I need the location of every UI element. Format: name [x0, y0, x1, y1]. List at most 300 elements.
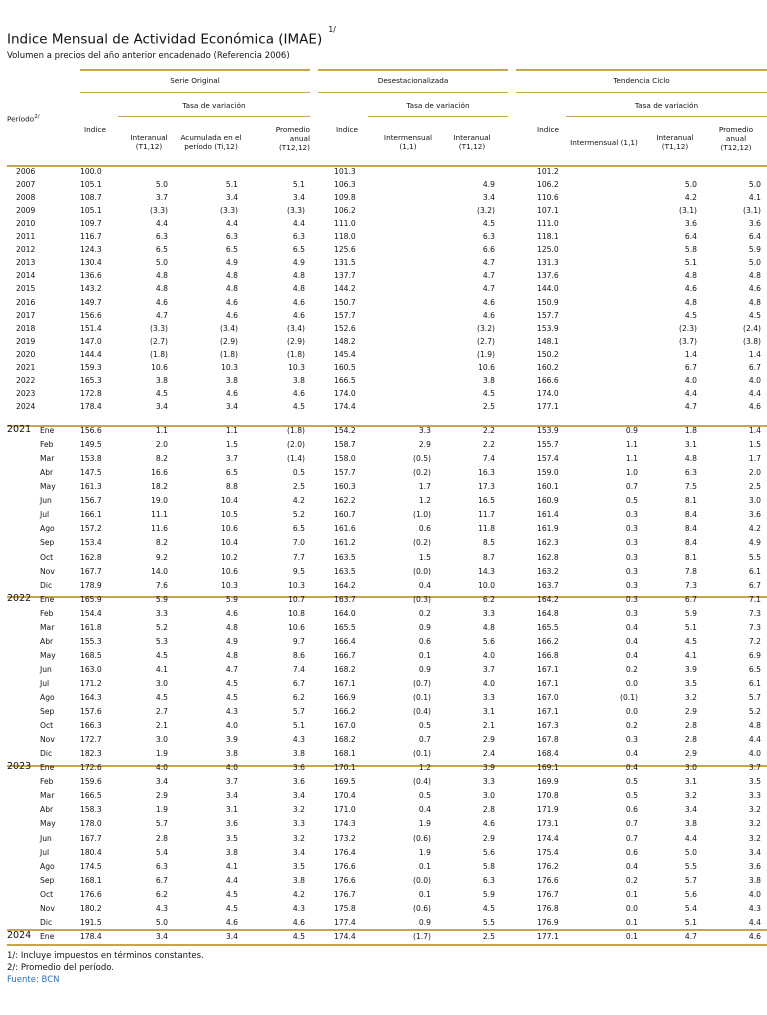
cell-period: Ene [40, 763, 55, 773]
cell-so-interanual: 6.3 [155, 232, 168, 242]
cell-so-promedio: 4.6 [292, 310, 305, 320]
cell-so-interanual: 8.2 [155, 454, 168, 464]
cell-so-indice: 165.3 [80, 375, 102, 385]
cell-so-promedio: 6.5 [292, 524, 305, 534]
cell-tc-interanual: 6.7 [684, 594, 697, 604]
cell-tc-interanual: 3.9 [684, 664, 697, 674]
cell-tc-promedio: 3.2 [748, 833, 761, 843]
cell-so-acumulada: 8.8 [225, 482, 238, 492]
cell-tc-indice: 159.0 [537, 468, 559, 478]
cell-de-interanual: 10.0 [478, 580, 495, 590]
cell-tc-indice: 164.8 [537, 608, 559, 618]
cell-so-indice: 144.4 [80, 349, 102, 359]
rule-tc-groupline [516, 92, 767, 93]
cell-so-acumulada: 4.6 [225, 917, 238, 927]
cell-so-acumulada: 3.7 [225, 777, 238, 787]
cell-so-interanual: 4.8 [155, 271, 168, 281]
cell-tc-intermensual: 0.0 [625, 707, 638, 716]
cell-tc-indice: 164.2 [537, 594, 559, 604]
cell-tc-promedio: 7.1 [748, 594, 761, 604]
cell-de-interanual: 4.7 [482, 284, 495, 294]
cell-de-indice: 171.0 [334, 805, 356, 815]
cell-tc-promedio: 4.8 [748, 271, 761, 281]
cell-de-intermensual: 0.4 [418, 805, 431, 815]
cell-de-interanual: 2.1 [482, 721, 495, 730]
cell-so-indice: 162.8 [80, 552, 102, 562]
cell-de-indice: 118.0 [334, 232, 356, 242]
cell-so-indice: 149.5 [80, 440, 102, 450]
cell-so-indice: 130.4 [80, 258, 102, 268]
cell-period: Abr [40, 468, 54, 478]
cell-so-interanual: 2.9 [155, 791, 168, 801]
cell-tc-indice: 176.8 [537, 903, 559, 913]
cell-tc-indice: 167.0 [537, 693, 559, 702]
cell-period: Oct [40, 889, 54, 899]
cell-tc-intermensual: 0.2 [625, 721, 638, 730]
cell-de-indice: 131.5 [334, 258, 356, 268]
cell-de-intermensual: (0.3) [412, 594, 431, 604]
cell-de-interanual: 4.0 [482, 678, 495, 688]
cell-so-interanual: 5.2 [155, 622, 168, 632]
cell-so-interanual: (3.3) [149, 323, 168, 333]
cell-de-intermensual: (0.0) [412, 566, 431, 576]
cell-so-promedio: 4.2 [292, 496, 305, 506]
cell-so-interanual: 5.0 [155, 180, 168, 190]
cell-de-indice: 158.0 [334, 454, 356, 464]
cell-so-acumulada: (1.8) [219, 349, 238, 359]
cell-de-interanual: 10.6 [478, 362, 495, 372]
rule-table-bottom [7, 944, 767, 946]
cell-so-promedio: 5.7 [292, 707, 305, 716]
cell-so-acumulada: 4.6 [225, 297, 238, 307]
cell-tc-interanual: 5.9 [684, 608, 697, 618]
cell-so-acumulada: 3.5 [225, 833, 238, 843]
cell-tc-interanual: (2.3) [678, 323, 697, 333]
cell-de-intermensual: (0.6) [412, 903, 431, 913]
cell-so-promedio: 3.8 [292, 375, 305, 385]
cell-tc-intermensual: 0.3 [625, 735, 638, 745]
cell-so-acumulada: 10.6 [221, 524, 238, 534]
cell-so-promedio: 4.5 [292, 401, 305, 411]
cell-tc-interanual: 2.9 [684, 749, 697, 759]
cell-so-acumulada: 10.6 [221, 566, 238, 576]
cell-de-intermensual: 0.6 [418, 636, 431, 646]
cell-tc-interanual: 4.4 [684, 388, 697, 398]
cell-so-interanual: 4.4 [155, 219, 168, 229]
cell-so-interanual: 4.6 [155, 297, 168, 307]
rule-header-bottom [7, 165, 767, 167]
cell-de-interanual: 2.5 [482, 931, 495, 941]
cell-so-indice: 182.3 [80, 749, 102, 759]
rule-2023-bottom [7, 929, 767, 931]
cell-so-interanual: 3.4 [155, 401, 168, 411]
cell-period: Sep [40, 875, 55, 885]
cell-tc-interanual: 7.5 [684, 482, 697, 492]
cell-so-indice: 166.5 [80, 791, 102, 801]
cell-tc-interanual: 5.0 [684, 180, 697, 190]
cell-tc-interanual: 3.5 [684, 678, 697, 688]
cell-tc-indice: 161.4 [537, 510, 559, 520]
cell-so-acumulada: 4.5 [225, 889, 238, 899]
cell-de-indice: 177.4 [334, 917, 356, 927]
cell-tc-indice: 165.5 [537, 622, 559, 632]
cell-so-interanual: 2.7 [155, 707, 168, 716]
cell-tc-indice: 111.0 [537, 219, 559, 229]
header-so-interanual: Interanual (T1,12) [130, 133, 168, 151]
cell-de-intermensual: 0.1 [418, 650, 431, 660]
cell-de-interanual: 7.4 [482, 454, 495, 464]
cell-tc-intermensual: 0.3 [625, 510, 638, 520]
cell-tc-interanual: 3.8 [684, 819, 697, 829]
cell-tc-interanual: 4.8 [684, 454, 697, 464]
cell-tc-interanual: 7.8 [684, 566, 697, 576]
cell-de-indice: 152.6 [334, 323, 356, 333]
cell-de-indice: 166.5 [334, 375, 356, 385]
cell-tc-interanual: 8.1 [684, 496, 697, 506]
cell-tc-indice: 160.1 [537, 482, 559, 492]
cell-de-interanual: 8.7 [482, 552, 495, 562]
cell-de-indice: 166.4 [334, 636, 356, 646]
cell-de-intermensual: (0.4) [412, 777, 431, 787]
cell-period: Jul [40, 678, 50, 688]
header-indice-so: Indice [84, 125, 106, 134]
cell-de-indice: 168.1 [334, 749, 356, 759]
cell-so-indice: 158.3 [80, 805, 102, 815]
cell-tc-interanual: 3.2 [684, 791, 697, 801]
cell-tc-promedio: 1.4 [748, 426, 761, 435]
cell-de-indice: 161.2 [334, 538, 356, 548]
cell-de-intermensual: 2.9 [418, 440, 431, 450]
cell-period: 2024 [16, 401, 36, 411]
cell-de-intermensual: 0.1 [418, 889, 431, 899]
cell-so-promedio: 10.3 [288, 580, 305, 590]
group-serie-original: Serie Original [170, 76, 220, 85]
cell-de-indice: 101.3 [334, 167, 356, 176]
cell-de-indice: 158.7 [334, 440, 356, 450]
cell-de-interanual: 3.3 [482, 777, 495, 787]
cell-tc-interanual: 4.7 [684, 401, 697, 411]
cell-tc-interanual: 5.6 [684, 889, 697, 899]
cell-tc-promedio: 4.2 [748, 524, 761, 534]
cell-so-acumulada: (2.9) [219, 336, 238, 346]
cell-so-interanual: 6.5 [155, 245, 168, 255]
cell-so-acumulada: 4.4 [225, 219, 238, 229]
cell-so-indice: 191.5 [80, 917, 102, 927]
cell-so-acumulada: 4.0 [225, 763, 238, 773]
cell-so-promedio: 4.5 [292, 931, 305, 941]
cell-de-indice: 174.4 [334, 401, 356, 411]
cell-so-acumulada: 4.5 [225, 903, 238, 913]
cell-tc-intermensual: 0.9 [625, 426, 638, 435]
cell-so-acumulada: 10.5 [221, 510, 238, 520]
cell-de-indice: 111.0 [334, 219, 356, 229]
cell-so-indice: 154.4 [80, 608, 102, 618]
cell-so-acumulada: 3.7 [225, 454, 238, 464]
cell-period: 2009 [16, 206, 36, 216]
cell-tc-promedio: 3.2 [748, 805, 761, 815]
cell-tc-interanual: 4.4 [684, 833, 697, 843]
cell-period: Ago [40, 861, 55, 871]
cell-so-promedio: 4.9 [292, 258, 305, 268]
cell-tc-promedio: 4.0 [748, 889, 761, 899]
cell-so-promedio: 4.3 [292, 735, 305, 745]
cell-period: Nov [40, 566, 55, 576]
cell-so-indice: 157.2 [80, 524, 102, 534]
cell-de-indice: 164.2 [334, 580, 356, 590]
cell-de-interanual: 4.7 [482, 271, 495, 281]
cell-period: Mar [40, 454, 55, 464]
cell-so-interanual: 3.7 [155, 193, 168, 203]
cell-tc-interanual: (3.1) [678, 206, 697, 216]
cell-de-indice: 163.7 [334, 594, 356, 604]
cell-de-intermensual: (0.5) [412, 454, 431, 464]
cell-de-indice: 160.3 [334, 482, 356, 492]
cell-so-interanual: 6.7 [155, 875, 168, 885]
cell-so-acumulada: 10.2 [221, 552, 238, 562]
cell-de-indice: 150.7 [334, 297, 356, 307]
cell-so-interanual: 11.1 [151, 510, 168, 520]
cell-tc-indice: 173.1 [537, 819, 559, 829]
footer-notes [7, 950, 204, 986]
cell-tc-interanual: 4.5 [684, 636, 697, 646]
cell-so-indice: 171.2 [80, 678, 102, 688]
cell-de-indice: 106.3 [334, 180, 356, 190]
cell-period: 2011 [16, 232, 36, 242]
cell-tc-promedio: 5.0 [748, 258, 761, 268]
cell-de-interanual: 2.4 [482, 749, 495, 759]
cell-tc-interanual: 2.8 [684, 735, 697, 745]
cell-so-acumulada: 4.8 [225, 271, 238, 281]
cell-de-interanual: 4.9 [482, 180, 495, 190]
cell-so-acumulada: 10.3 [221, 362, 238, 372]
cell-tc-intermensual: 0.1 [625, 917, 638, 927]
cell-de-indice: 173.2 [334, 833, 356, 843]
cell-de-intermensual: 3.3 [418, 426, 431, 435]
cell-tc-intermensual: 0.5 [625, 777, 638, 787]
cell-tc-interanual: 5.4 [684, 903, 697, 913]
cell-de-interanual: 6.3 [482, 875, 495, 885]
cell-tc-indice: 167.1 [537, 664, 559, 674]
cell-de-indice: 168.2 [334, 735, 356, 745]
cell-period: 2015 [16, 284, 36, 294]
cell-tc-interanual: 4.5 [684, 310, 697, 320]
cell-tc-indice: 150.9 [537, 297, 559, 307]
cell-de-intermensual: 0.4 [418, 580, 431, 590]
cell-de-interanual: 2.9 [482, 833, 495, 843]
cell-so-promedio: 10.3 [288, 362, 305, 372]
cell-de-interanual: 4.0 [482, 650, 495, 660]
cell-tc-indice: 176.6 [537, 875, 559, 885]
cell-period: Jul [40, 847, 50, 857]
cell-tc-intermensual: 0.0 [625, 678, 638, 688]
periodo-footnote-ref: 2/ [34, 114, 40, 120]
cell-so-promedio: 4.6 [292, 388, 305, 398]
cell-de-intermensual: (0.1) [412, 693, 431, 702]
cell-so-interanual: 4.5 [155, 388, 168, 398]
cell-so-interanual: 1.1 [155, 426, 168, 435]
cell-so-acumulada: 3.4 [225, 791, 238, 801]
cell-tc-intermensual: 0.2 [625, 875, 638, 885]
cell-tc-promedio: 6.5 [748, 664, 761, 674]
cell-period: 2019 [16, 336, 36, 346]
cell-so-indice: 105.1 [80, 206, 102, 216]
cell-so-promedio: 0.5 [292, 468, 305, 478]
group-tendencia-ciclo: Tendencia Ciclo [613, 76, 670, 85]
cell-tc-promedio: 3.0 [748, 496, 761, 506]
cell-tc-interanual: 4.7 [684, 931, 697, 941]
cell-de-intermensual: (0.1) [412, 749, 431, 759]
cell-tc-indice: 153.9 [537, 323, 559, 333]
cell-so-indice: 164.3 [80, 693, 102, 702]
cell-tc-intermensual: 0.3 [625, 524, 638, 534]
page-title: Indice Mensual de Actividad Económica (IMAE)$^{1/}$ [7, 25, 337, 48]
cell-tc-interanual: 4.1 [684, 650, 697, 660]
cell-so-acumulada: 5.9 [225, 594, 238, 604]
cell-so-indice: 176.6 [80, 889, 102, 899]
cell-so-interanual: 3.0 [155, 735, 168, 745]
footnote-1: 1/: Incluye impuestos en términos constantes. [7, 951, 204, 961]
cell-so-interanual: 8.2 [155, 538, 168, 548]
cell-tc-interanual: 5.0 [684, 847, 697, 857]
cell-so-acumulada: 3.9 [225, 735, 238, 745]
cell-tc-interanual: 1.8 [684, 426, 697, 435]
rule-so-groupline [80, 92, 310, 93]
cell-so-promedio: 3.5 [292, 861, 305, 871]
cell-so-indice: 143.2 [80, 284, 102, 294]
cell-tc-promedio: 6.1 [748, 566, 761, 576]
cell-tc-interanual: 3.2 [684, 693, 697, 702]
cell-so-indice: 124.3 [80, 245, 102, 255]
cell-tc-indice: 175.4 [537, 847, 559, 857]
cell-so-acumulada: 4.7 [225, 664, 238, 674]
cell-period: Jun [40, 833, 52, 843]
cell-period: Ene [40, 594, 55, 604]
cell-tc-promedio: 4.6 [748, 931, 761, 941]
cell-de-indice: 167.1 [334, 678, 356, 688]
cell-tc-interanual: 1.4 [684, 349, 697, 359]
cell-de-interanual: 17.3 [478, 482, 495, 492]
cell-so-promedio: 3.2 [292, 805, 305, 815]
cell-tc-indice: 176.2 [537, 861, 559, 871]
cell-so-promedio: 3.2 [292, 833, 305, 843]
cell-so-acumulada: 3.4 [225, 931, 238, 941]
cell-tc-indice: 153.9 [537, 426, 559, 435]
cell-tc-interanual: 6.4 [684, 232, 697, 242]
cell-tc-promedio: 3.4 [748, 847, 761, 857]
cell-so-interanual: (3.3) [149, 206, 168, 216]
cell-de-interanual: 16.3 [478, 468, 495, 478]
cell-so-promedio: 6.2 [292, 693, 305, 702]
cell-tc-interanual: 3.4 [684, 805, 697, 815]
cell-period: Feb [40, 440, 54, 450]
cell-de-interanual: 3.3 [482, 608, 495, 618]
cell-so-indice: 116.7 [80, 232, 102, 242]
cell-tc-intermensual: 0.1 [625, 889, 638, 899]
cell-so-interanual: 5.4 [155, 847, 168, 857]
cell-de-interanual: 3.9 [482, 763, 495, 773]
cell-so-indice: 168.1 [80, 875, 102, 885]
cell-de-indice: 144.2 [334, 284, 356, 294]
cell-de-intermensual: 0.9 [418, 917, 431, 927]
cell-tc-promedio: 1.5 [748, 440, 761, 450]
cell-tc-interanual: 8.4 [684, 538, 697, 548]
cell-so-indice: 153.8 [80, 454, 102, 464]
cell-so-acumulada: 4.8 [225, 284, 238, 294]
cell-tc-interanual: 3.6 [684, 219, 697, 229]
cell-de-intermensual: 0.2 [418, 608, 431, 618]
cell-so-interanual: 9.2 [155, 552, 168, 562]
cell-tc-intermensual: 0.3 [625, 608, 638, 618]
cell-de-indice: 166.2 [334, 707, 356, 716]
cell-period: May [40, 819, 56, 829]
cell-tc-interanual: 5.1 [684, 917, 697, 927]
cell-de-interanual: 4.6 [482, 819, 495, 829]
cell-tc-interanual: 6.3 [684, 468, 697, 478]
cell-period: Dic [40, 749, 53, 759]
cell-tc-indice: 166.8 [537, 650, 559, 660]
cell-so-acumulada: 6.3 [225, 232, 238, 242]
cell-so-interanual: 4.1 [155, 664, 168, 674]
cell-tc-intermensual: 0.4 [625, 763, 638, 773]
cell-period: Dic [40, 580, 53, 590]
tasa-serie-original: Tasa de variación [182, 101, 246, 110]
cell-so-promedio: (2.9) [286, 336, 305, 346]
cell-de-interanual: 3.4 [482, 193, 495, 203]
cell-de-indice: 157.7 [334, 468, 356, 478]
cell-de-interanual: 14.3 [478, 566, 495, 576]
cell-tc-promedio: 1.7 [748, 454, 761, 464]
cell-tc-promedio: 4.9 [748, 538, 761, 548]
cell-tc-intermensual: 0.7 [625, 833, 638, 843]
cell-so-interanual: 16.6 [151, 468, 168, 478]
cell-tc-promedio: 4.4 [748, 917, 761, 927]
cell-tc-indice: 176.9 [537, 917, 559, 927]
cell-tc-indice: 148.1 [537, 336, 559, 346]
cell-so-interanual: 6.2 [155, 889, 168, 899]
cell-tc-intermensual: 0.6 [625, 847, 638, 857]
cell-so-promedio: 2.5 [292, 482, 305, 492]
cell-so-indice: 161.3 [80, 482, 102, 492]
cell-year: 2023 [7, 761, 32, 773]
cell-tc-intermensual: 0.7 [625, 819, 638, 829]
cell-so-interanual: 3.4 [155, 931, 168, 941]
cell-tc-indice: 167.1 [537, 707, 559, 716]
cell-tc-promedio: 4.1 [748, 193, 761, 203]
cell-tc-promedio: 3.8 [748, 875, 761, 885]
cell-so-promedio: 10.6 [288, 622, 305, 632]
cell-de-indice: 176.6 [334, 861, 356, 871]
cell-period: 2006 [16, 167, 36, 176]
cell-tc-intermensual: 0.3 [625, 594, 638, 604]
cell-so-indice: 159.3 [80, 362, 102, 372]
cell-tc-indice: 107.1 [537, 206, 559, 216]
cell-tc-promedio: 3.3 [748, 791, 761, 801]
cell-so-indice: 172.7 [80, 735, 102, 745]
cell-so-interanual: 1.9 [155, 805, 168, 815]
cell-de-interanual: 4.7 [482, 258, 495, 268]
cell-tc-interanual: 3.0 [684, 763, 697, 773]
cell-tc-promedio: 2.0 [748, 468, 761, 478]
cell-tc-interanual: 4.8 [684, 297, 697, 307]
cell-de-intermensual: 0.9 [418, 622, 431, 632]
source-note: Fuente: BCN [7, 975, 60, 985]
cell-de-indice: 174.4 [334, 931, 356, 941]
cell-so-promedio: 9.7 [292, 636, 305, 646]
cell-tc-intermensual: 0.1 [625, 931, 638, 941]
cell-de-indice: 174.3 [334, 819, 356, 829]
cell-so-acumulada: 5.1 [225, 180, 238, 190]
cell-tc-intermensual: 0.6 [625, 805, 638, 815]
